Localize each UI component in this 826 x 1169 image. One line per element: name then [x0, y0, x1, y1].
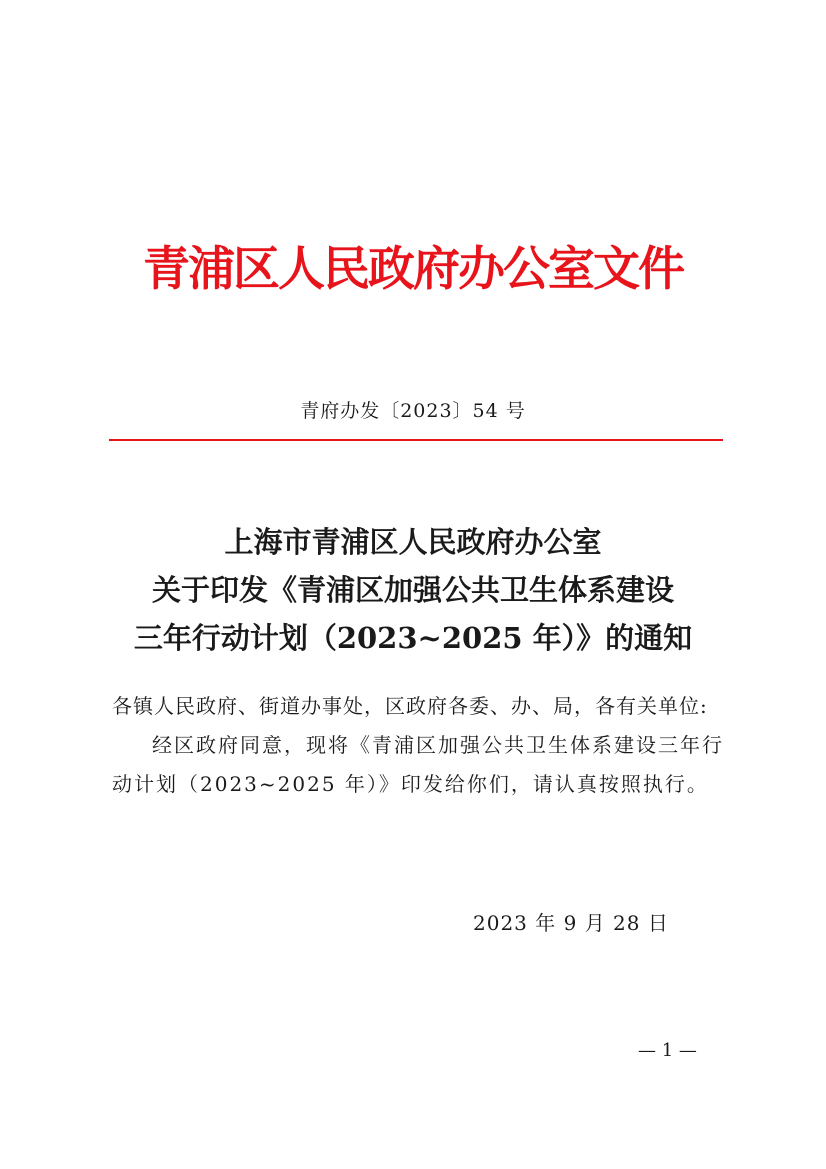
- masthead-title: 青浦区人民政府办公室文件: [143, 242, 683, 297]
- body-paragraph: 经区政府同意，现将《青浦区加强公共卫生体系建设三年行动计划（2023~2025 年）》印发给你们，请认真按照执行。: [112, 733, 724, 796]
- title-line-2: 关于印发《青浦区加强公共卫生体系建设: [151, 573, 674, 607]
- notice-title: [0, 518, 826, 662]
- red-divider-rule: [109, 439, 723, 441]
- title-line-3: 三年行动计划（2023~2025 年）》的通知: [133, 621, 693, 655]
- document-number: 青府办发〔2023〕54 号: [300, 400, 526, 422]
- title-line-1: 上海市青浦区人民政府办公室: [224, 525, 602, 559]
- issue-date: 2023 年 9 月 28 日: [473, 911, 669, 935]
- page-number: — 1 —: [638, 1040, 697, 1061]
- salutation: 各镇人民政府、街道办事处，区政府各委、办、局，各有关单位:: [112, 694, 708, 718]
